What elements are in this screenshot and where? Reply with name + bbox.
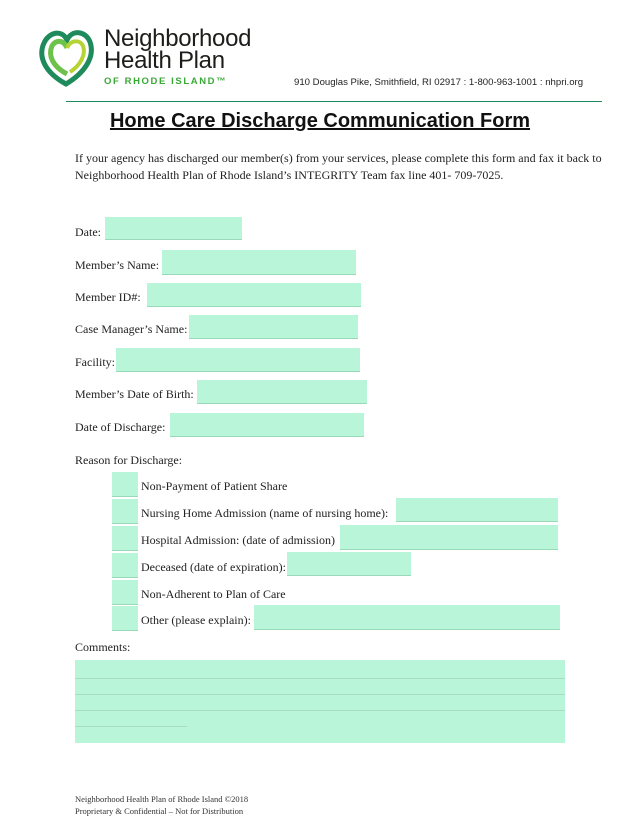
date-label: Date:	[75, 225, 101, 239]
comments-label: Comments:	[75, 640, 131, 654]
header-divider	[66, 101, 602, 102]
non-payment-checkbox[interactable]	[112, 472, 138, 497]
dob-label: Member’s Date of Birth:	[75, 387, 194, 401]
other-label: Other (please explain):	[141, 613, 251, 627]
footer-confidential: Proprietary & Confidential – Not for Distribution	[75, 806, 244, 816]
comments-line	[75, 678, 565, 679]
deceased-label: Deceased (date of expiration):	[141, 560, 286, 574]
case-manager-label: Case Manager’s Name:	[75, 322, 188, 336]
discharge-date-label: Date of Discharge:	[75, 420, 166, 434]
hospital-label: Hospital Admission: (date of admission)	[141, 533, 335, 547]
non-payment-label: Non-Payment of Patient Share	[141, 479, 288, 493]
comments-line	[75, 726, 187, 727]
hospital-checkbox[interactable]	[112, 526, 138, 551]
dob-field[interactable]	[197, 380, 367, 404]
deceased-checkbox[interactable]	[112, 553, 138, 578]
comments-line	[75, 694, 565, 695]
date-field[interactable]	[105, 217, 242, 240]
org-subtitle: OF RHODE ISLAND™	[104, 76, 228, 87]
other-checkbox[interactable]	[112, 606, 138, 631]
non-adherent-label: Non-Adherent to Plan of Care	[141, 587, 286, 601]
footer-copyright: Neighborhood Health Plan of Rhode Island ©2018	[75, 794, 249, 804]
intro-paragraph: If your agency has discharged our member(s) from your services, please complete this form and fax it back to Neighborhood Health Plan of Rhode Island’s INTEGRITY Team fax line 401- 709-7025.	[75, 151, 602, 182]
member-name-label: Member’s Name:	[75, 258, 160, 272]
footer	[75, 793, 248, 817]
nhpri-logo-icon	[36, 26, 98, 88]
contact-address: 910 Douglas Pike, Smithfield, RI 02917 : 1-800-963-1001 : nhpri.org	[294, 77, 584, 88]
other-field[interactable]	[254, 605, 560, 630]
org-name-line2: Health Plan	[104, 47, 225, 74]
nursing-home-field[interactable]	[396, 498, 558, 522]
page-title: Home Care Discharge Communication Form	[109, 110, 531, 132]
nursing-home-label: Nursing Home Admission (name of nursing home):	[141, 506, 389, 520]
non-adherent-checkbox[interactable]	[112, 580, 138, 605]
org-name	[104, 25, 252, 74]
member-id-field[interactable]	[147, 283, 361, 307]
comments-textarea[interactable]	[75, 660, 565, 743]
discharge-date-field[interactable]	[170, 413, 364, 437]
member-id-label: Member ID#:	[75, 290, 141, 304]
hospital-field[interactable]	[340, 525, 558, 550]
comments-line	[75, 710, 565, 711]
case-manager-field[interactable]	[189, 315, 358, 339]
org-name-line1: Neighborhood	[104, 25, 252, 52]
nursing-home-checkbox[interactable]	[112, 499, 138, 524]
member-name-field[interactable]	[162, 250, 356, 275]
facility-label: Facility:	[75, 355, 115, 369]
deceased-field[interactable]	[287, 552, 411, 576]
facility-field[interactable]	[116, 348, 360, 372]
reason-heading: Reason for Discharge:	[75, 453, 183, 467]
